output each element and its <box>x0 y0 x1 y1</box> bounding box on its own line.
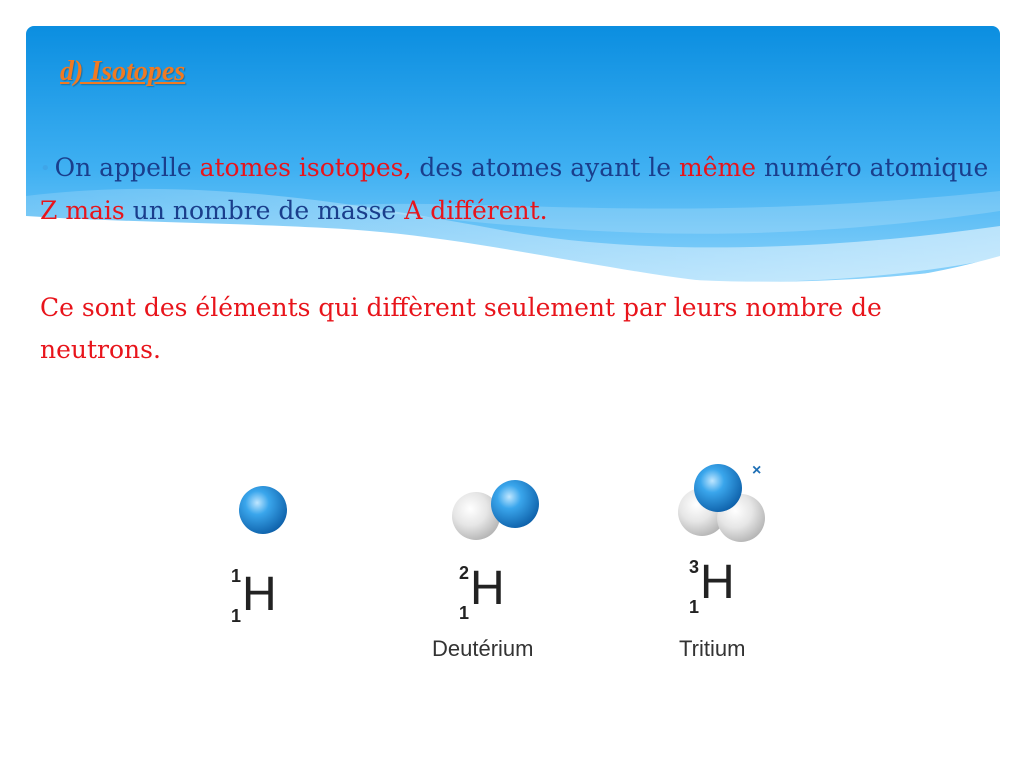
element-symbol: H <box>242 568 277 621</box>
proton-sphere <box>694 464 742 512</box>
mass-number: 3 <box>689 557 700 577</box>
text-run: numéro atomique <box>756 153 989 182</box>
atomic-number: 1 <box>459 603 470 623</box>
nuclide-hydrogen <box>228 565 288 625</box>
text-run: des atomes ayant le <box>411 153 680 182</box>
isotope-name-deuterium: Deutérium <box>432 636 534 661</box>
nuclide-tritium <box>686 556 746 616</box>
element-symbol: H <box>700 556 735 609</box>
element-symbol: H <box>470 562 505 615</box>
slide-title: d) Isotopes <box>60 56 186 87</box>
isotope-name-tritium: Tritium <box>679 636 746 661</box>
mass-number: 2 <box>459 563 470 583</box>
definition-paragraph <box>40 147 990 232</box>
text-run: un nombre de masse <box>124 196 405 225</box>
proton-sphere <box>491 480 539 528</box>
text-run-highlight: même <box>679 153 757 182</box>
close-icon[interactable]: × <box>752 462 762 479</box>
proton-sphere <box>239 486 287 534</box>
text-run-highlight: atomes isotopes, <box>199 153 412 182</box>
explanation-paragraph: Ce sont des éléments qui diffèrent seulement par leurs nombre de neutrons. <box>40 293 882 364</box>
text-run-highlight: A différent. <box>404 196 548 225</box>
text-run-highlight: Z mais <box>40 196 125 225</box>
text-run: On appelle <box>54 153 200 182</box>
bullet-icon: • <box>40 158 51 179</box>
mass-number: 1 <box>231 566 242 586</box>
nuclide-deuterium <box>456 562 516 622</box>
atomic-number: 1 <box>231 606 242 626</box>
atomic-number: 1 <box>689 597 700 617</box>
